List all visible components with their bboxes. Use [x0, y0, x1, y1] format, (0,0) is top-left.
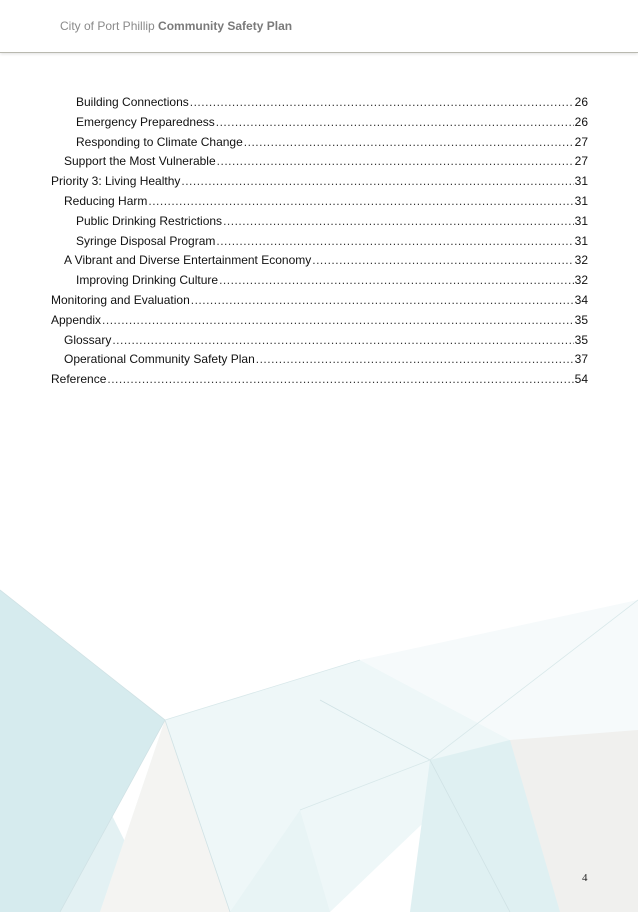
page-header [0, 0, 638, 53]
toc-leader-dots [190, 95, 574, 109]
header-document-title: Community Safety Plan [158, 19, 293, 33]
toc-entry-label: Glossary [64, 333, 112, 347]
toc-entry-label: Operational Community Safety Plan [64, 352, 255, 366]
toc-entry[interactable] [76, 95, 588, 111]
toc-entry-page: 35 [574, 313, 588, 327]
toc-entry[interactable] [76, 273, 588, 289]
toc-leader-dots [217, 154, 574, 168]
toc-entry-page: 35 [574, 333, 588, 347]
toc-leader-dots [112, 333, 573, 347]
toc-entry[interactable] [76, 135, 588, 151]
toc-entry[interactable] [76, 214, 588, 230]
toc-entry-label: Improving Drinking Culture [76, 273, 219, 287]
header-title [60, 19, 292, 33]
toc-leader-dots [107, 372, 573, 386]
toc-leader-dots [312, 253, 573, 267]
toc-entry-page: 27 [574, 154, 588, 168]
toc-entry-label: Appendix [51, 313, 102, 327]
toc-entry[interactable] [64, 352, 588, 368]
toc-entry-label: Support the Most Vulnerable [64, 154, 216, 168]
toc-entry[interactable] [51, 174, 588, 190]
header-organization: City of Port Phillip [60, 19, 155, 33]
toc-entry-page: 26 [574, 95, 588, 109]
toc-entry[interactable] [51, 293, 588, 309]
toc-entry-label: Reference [51, 372, 107, 386]
toc-entry-page: 37 [574, 352, 588, 366]
toc-entry-label: Syringe Disposal Program [76, 234, 216, 248]
toc-leader-dots [216, 234, 573, 248]
toc-entry-label: Reducing Harm [64, 194, 148, 208]
toc-entry-label: Responding to Climate Change [76, 135, 243, 149]
toc-entry[interactable] [76, 234, 588, 250]
toc-entry-page: 27 [574, 135, 588, 149]
decorative-triangle-background [0, 560, 638, 912]
toc-entry-page: 31 [574, 234, 588, 248]
toc-leader-dots [216, 115, 574, 129]
toc-leader-dots [148, 194, 573, 208]
toc-leader-dots [102, 313, 574, 327]
toc-entry[interactable] [51, 372, 588, 388]
toc-entry-label: Building Connections [76, 95, 189, 109]
toc-leader-dots [191, 293, 574, 307]
toc-entry-label: Public Drinking Restrictions [76, 214, 223, 228]
toc-entry-label: Priority 3: Living Healthy [51, 174, 181, 188]
toc-entry-page: 32 [574, 253, 588, 267]
toc-entry-page: 31 [574, 214, 588, 228]
toc-entry-page: 31 [574, 174, 588, 188]
toc-entry[interactable] [64, 333, 588, 349]
toc-entry-page: 34 [574, 293, 588, 307]
toc-entry-page: 26 [574, 115, 588, 129]
toc-entry-label: A Vibrant and Diverse Entertainment Economy [64, 253, 312, 267]
toc-leader-dots [256, 352, 574, 366]
toc-entry-page: 54 [574, 372, 588, 386]
toc-entry[interactable] [64, 154, 588, 170]
toc-entry-page: 31 [574, 194, 588, 208]
toc-leader-dots [181, 174, 573, 188]
toc-entry-label: Emergency Preparedness [76, 115, 215, 129]
toc-entry[interactable] [64, 194, 588, 210]
toc-entry-label: Monitoring and Evaluation [51, 293, 190, 307]
toc-leader-dots [244, 135, 574, 149]
page-number: 4 [582, 872, 588, 884]
toc-entry-page: 32 [574, 273, 588, 287]
toc-leader-dots [223, 214, 574, 228]
toc-entry[interactable] [76, 115, 588, 131]
toc-entry[interactable] [64, 253, 588, 269]
toc-leader-dots [219, 273, 574, 287]
toc-entry[interactable] [51, 313, 588, 329]
